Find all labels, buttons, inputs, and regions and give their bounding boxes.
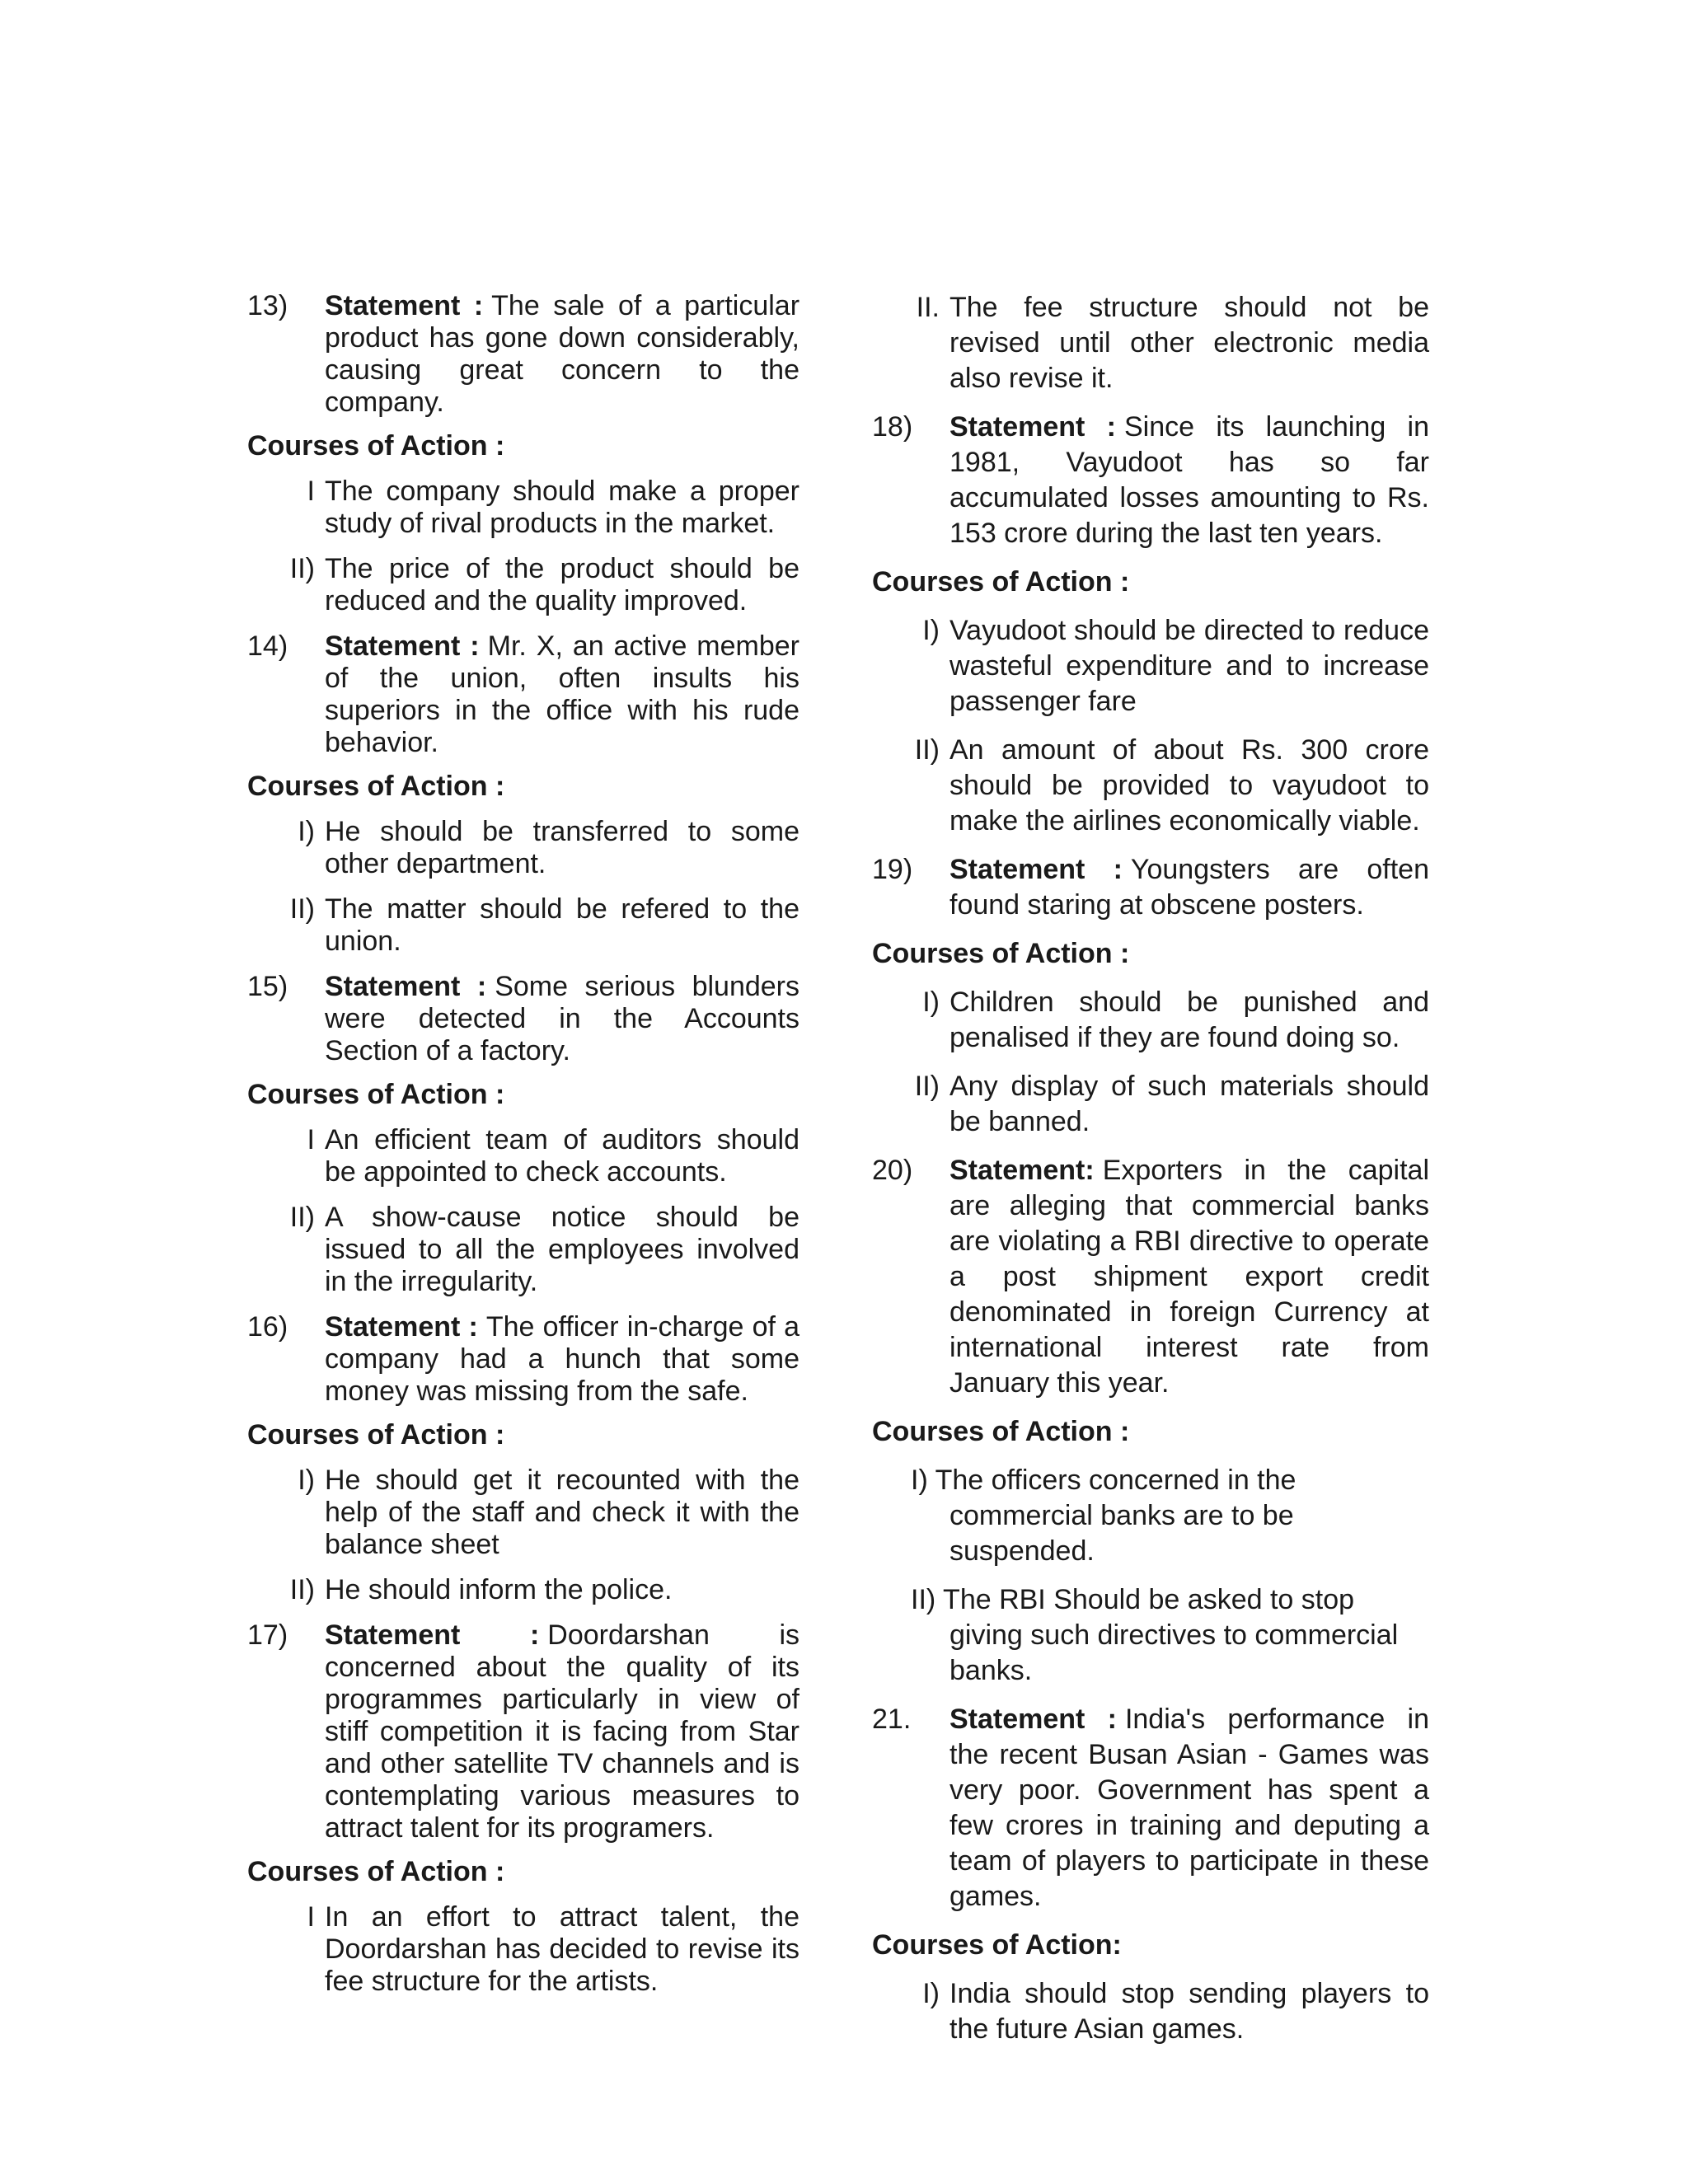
statement-text: Doordarshan is concerned about the quality of its programmes particularly in view of stiff competition it is facing from Star and other satellite TV channels and is contemplating various measures to attract talent for its programers. (325, 1619, 800, 1844)
option-number: II) (914, 1071, 940, 1102)
question-number: 16) (247, 1311, 288, 1343)
right-column (872, 290, 1429, 2060)
question-19 (872, 852, 1429, 923)
statement-text: Mr. X, an active member of the union, often insults his superiors in the office with his rude behavior. (325, 630, 799, 758)
course-option (247, 1465, 799, 1561)
course-option (872, 1069, 1429, 1140)
option-text: He should be transferred to some other department. (325, 816, 799, 879)
course-option (872, 733, 1429, 839)
course-option (872, 613, 1429, 719)
statement-label: Statement : (325, 971, 487, 1002)
option-number: I (307, 1901, 315, 1933)
courses-heading: Courses of Action : (872, 938, 1130, 969)
courses-heading: Courses of Action : (247, 771, 505, 802)
question-number: 13) (247, 290, 288, 321)
statement-text: Youngsters are often found staring at obscene posters. (950, 854, 1429, 921)
course-option (247, 893, 799, 958)
option-number: II) (914, 734, 940, 766)
left-column (247, 290, 799, 2011)
question-number: 18) (872, 411, 913, 443)
option-text: The matter should be refered to the union. (325, 893, 799, 957)
question-number: 17) (247, 1619, 288, 1651)
option-number: I (307, 476, 315, 507)
option-number: II. (916, 292, 940, 323)
statement-text: Exporters in the capital are alleging that commercial banks are violating a RBI directive to operate a post shipment export credit denominated in foreign Currency at international interest rate from January this year. (950, 1155, 1429, 1399)
question-20 (872, 1153, 1429, 1401)
option-text: In an effort to attract talent, the Doordarshan has decided to revise its fee structure for the artists. (325, 1901, 799, 1997)
statement-label: Statement : (325, 630, 480, 662)
courses-heading: Courses of Action : (872, 1416, 1130, 1447)
statement-label: Statement : (325, 1311, 478, 1343)
option-text: India should stop sending players to the future Asian games. (950, 1978, 1429, 2045)
option-text: The company should make a proper study of rival products in the market. (325, 476, 799, 539)
option-text: He should inform the police. (325, 1574, 673, 1605)
option-number: I) (922, 615, 940, 646)
statement-label: Statement : (950, 411, 1116, 443)
question-21 (872, 1702, 1429, 1915)
statement-text: India's performance in the recent Busan Asian - Games was very poor. Government has spent a few crores in training and deputing a team of players to participate in these games. (950, 1704, 1429, 1912)
option-number: I) (922, 1978, 940, 2009)
option-text: A show-cause notice should be issued to all the employees involved in the irregularity. (325, 1202, 799, 1297)
course-option (247, 1574, 799, 1606)
statement-text: The sale of a particular product has gone down considerably, causing great concern to the company. (325, 290, 800, 418)
question-number: 19) (872, 854, 913, 885)
statement-label: Statement : (950, 854, 1123, 885)
option-text: Children should be punished and penalised if they are found doing so. (950, 987, 1429, 1053)
question-14 (247, 630, 799, 759)
option-number: I) (922, 987, 940, 1018)
courses-heading: Courses of Action : (247, 1856, 505, 1887)
course-option (247, 1202, 799, 1298)
statement-label: Statement : (325, 290, 484, 321)
option-number: II) (289, 553, 315, 584)
courses-heading: Courses of Action : (247, 1079, 505, 1110)
statement-text: Since its launching in 1981, Vayudoot has so far accumulated losses amounting to Rs. 153 crore during the last ten years. (950, 411, 1429, 549)
course-option (247, 476, 799, 540)
courses-heading: Courses of Action: (872, 1929, 1122, 1961)
statement-text: The officer in-charge of a company had a hunch that some money was missing from the safe. (325, 1311, 799, 1407)
courses-heading: Courses of Action : (872, 566, 1130, 598)
statement-label: Statement : (950, 1704, 1117, 1735)
course-option: I) The officers concerned in the commercial banks are to be suspended. (911, 1465, 1296, 1567)
course-option (872, 1976, 1429, 2047)
question-15 (247, 971, 799, 1067)
course-option (247, 553, 799, 617)
option-number: I) (298, 816, 315, 847)
option-text: An efficient team of auditors should be appointed to check accounts. (325, 1124, 799, 1188)
course-option (247, 816, 799, 880)
option-text: The price of the product should be reduced and the quality improved. (325, 553, 799, 616)
option-text: An amount of about Rs. 300 crore should be provided to vayudoot to make the airlines economically viable. (950, 734, 1429, 837)
option-text: The fee structure should not be revised until other electronic media also revise it. (950, 292, 1429, 394)
question-number: 21. (872, 1704, 912, 1735)
option-number: II) (289, 1202, 315, 1233)
courses-heading: Courses of Action : (247, 430, 505, 462)
option-text: He should get it recounted with the help of the staff and check it with the balance sheet (325, 1465, 799, 1560)
statement-text: Some serious blunders were detected in the Accounts Section of a factory. (325, 971, 799, 1066)
option-text: Vayudoot should be directed to reduce wasteful expenditure and to increase passenger fare (950, 615, 1429, 717)
question-13 (247, 290, 799, 419)
option-number: I (307, 1124, 315, 1155)
option-number: I) (298, 1465, 315, 1496)
course-option (872, 985, 1429, 1056)
course-option (247, 1901, 799, 1998)
courses-heading: Courses of Action : (247, 1419, 505, 1451)
statement-label: Statement : (325, 1619, 540, 1651)
option-number: II) (289, 893, 315, 925)
question-18 (872, 410, 1429, 551)
course-option (247, 1124, 799, 1188)
course-option (872, 290, 1429, 396)
question-number: 20) (872, 1155, 913, 1186)
course-option: II) The RBI Should be asked to stop giving such directives to commercial banks. (911, 1584, 1399, 1686)
question-number: 15) (247, 971, 288, 1002)
option-number: II) (289, 1574, 315, 1605)
option-text: Any display of such materials should be banned. (950, 1071, 1429, 1137)
statement-label: Statement: (950, 1155, 1095, 1186)
question-number: 14) (247, 630, 288, 662)
question-16 (247, 1311, 799, 1408)
question-17 (247, 1619, 799, 1844)
